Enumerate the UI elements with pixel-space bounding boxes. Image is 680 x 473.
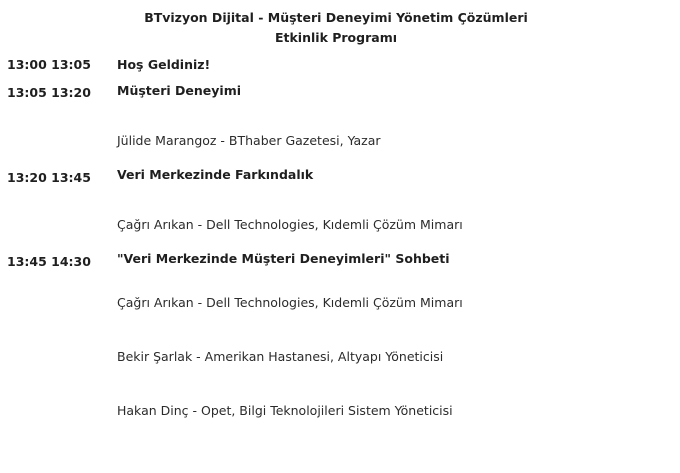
session-speaker: Çağrı Arıkan - Dell Technologies, Kıdemli Çözüm Mimarı xyxy=(117,295,463,310)
session-title: Veri Merkezinde Farkındalık xyxy=(117,167,314,182)
event-title: BTvizyon Dijital - Müşteri Deneyimi Yönetim Çözümleri xyxy=(144,10,528,25)
session-speaker: Bekir Şarlak - Amerikan Hastanesi, Altyapı Yöneticisi xyxy=(117,349,444,364)
program-subtitle: Etkinlik Programı xyxy=(274,30,397,45)
program-header xyxy=(0,8,672,48)
session-time: 13:45 14:30 xyxy=(7,254,91,269)
session-speaker: Hakan Dinç - Opet, Bilgi Teknolojileri Sistem Yöneticisi xyxy=(117,403,453,418)
session-speaker: Çağrı Arıkan - Dell Technologies, Kıdemli Çözüm Mimarı xyxy=(117,217,463,232)
session-time: 13:00 13:05 xyxy=(7,57,91,72)
session-speaker: Jülide Marangoz - BThaber Gazetesi, Yazar xyxy=(117,133,381,148)
session-time: 13:05 13:20 xyxy=(7,85,91,100)
session-title: Hoş Geldiniz! xyxy=(117,57,211,72)
session-title: Müşteri Deneyimi xyxy=(117,83,242,98)
session-title: "Veri Merkezinde Müşteri Deneyimleri" Sohbeti xyxy=(117,251,450,266)
session-time: 13:20 13:45 xyxy=(7,170,91,185)
